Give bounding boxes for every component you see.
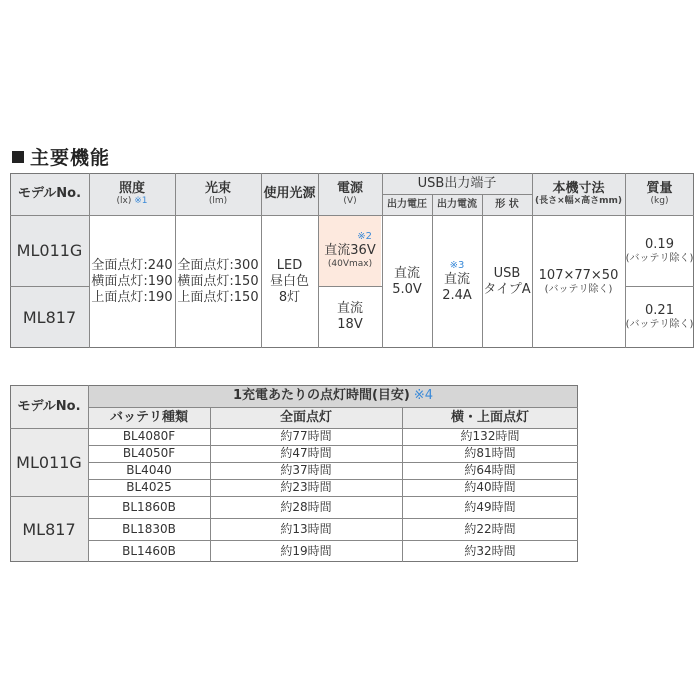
header-source-label: 使用光源: [263, 186, 316, 201]
note-2: ※2: [357, 231, 372, 242]
battery-type: BL1830B: [122, 521, 176, 536]
dimensions-values: [532, 215, 625, 348]
weight-ml011g: [625, 215, 694, 286]
header-weight-unit: (kg): [650, 195, 669, 206]
usb-voltage-values: [382, 215, 432, 348]
model-ml011g: ML011G: [16, 241, 83, 260]
illuminance-top: 上面点灯:190: [91, 289, 173, 305]
note-3: ※3: [449, 259, 465, 271]
full-time: 約13時間: [280, 521, 332, 536]
source-color: 昼白色: [269, 273, 309, 289]
full-time: 約47時間: [280, 446, 332, 460]
battery-type: BL1860B: [122, 499, 176, 514]
table-row: [88, 462, 578, 479]
dimensions-sub: (バッテリ除く): [544, 283, 613, 295]
flux-values: [175, 215, 261, 348]
power-ml817: [318, 286, 382, 348]
side-time: 約32時間: [464, 543, 516, 558]
header-illuminance-unit: (lx): [116, 195, 132, 206]
table-row: [88, 496, 578, 518]
usb-shape-line2: タイプA: [483, 281, 531, 297]
runtime-header-group: [88, 385, 578, 407]
model-cell-ml011g: [10, 215, 89, 286]
usb-current-values: [432, 215, 482, 348]
usb-voltage-line2: 5.0V: [392, 281, 422, 297]
power-ml011g: [318, 215, 382, 286]
weight-ml817: [625, 286, 694, 348]
header-power-unit: (V): [343, 195, 357, 206]
header-usb-shape: [482, 194, 532, 215]
header-illuminance-label: 照度: [118, 180, 145, 196]
full-time: 約19時間: [280, 543, 332, 558]
header-usb-label: USB出力端子: [417, 175, 497, 191]
side-time: 約81時間: [464, 446, 516, 460]
runtime-header-side: [402, 407, 578, 428]
table-row: [88, 428, 578, 445]
header-weight: [625, 173, 694, 215]
square-bullet-icon: [12, 151, 24, 163]
weight-ml817-value: 0.21: [645, 303, 674, 318]
runtime-header-full: [210, 407, 402, 428]
header-source: [261, 173, 318, 215]
runtime-model-ml817: [10, 496, 88, 562]
side-time: 約132時間: [460, 429, 520, 443]
runtime-header-battery-label: バッテリ種類: [109, 409, 188, 425]
header-dimensions: [532, 173, 625, 215]
battery-type: BL4025: [126, 480, 172, 494]
note-4: ※4: [413, 388, 434, 403]
full-time: 約77時間: [280, 429, 332, 443]
illuminance-full: 全面点灯:240: [91, 257, 173, 273]
header-illuminance: [89, 173, 175, 215]
illuminance-side: 横面点灯:190: [91, 273, 173, 289]
runtime-table: [10, 385, 578, 562]
header-flux: [175, 173, 261, 215]
usb-voltage-line1: 直流: [393, 265, 420, 281]
battery-type: BL4080F: [122, 429, 176, 443]
illuminance-values: [89, 215, 175, 348]
usb-shape-line1: USB: [493, 265, 521, 281]
weight-ml817-sub: (バッテリ除く): [625, 319, 694, 330]
runtime-header-side-label: 横・上面点灯: [450, 409, 529, 425]
header-usb: [382, 173, 532, 194]
source-count: 8灯: [278, 289, 301, 305]
runtime-header-model: [10, 385, 88, 428]
table-row: [88, 479, 578, 496]
table-row: [88, 445, 578, 462]
header-dimensions-unit: (長さ×幅×高さmm): [534, 195, 623, 206]
runtime-header-model-label: モデルNo.: [17, 398, 81, 414]
header-usb-current-label: 出力電流: [437, 199, 477, 210]
full-time: 約28時間: [280, 499, 332, 514]
header-dimensions-label: 本機寸法: [552, 180, 605, 196]
header-usb-voltage: [382, 194, 432, 215]
dimensions-value: 107×77×50: [538, 267, 619, 283]
side-time: 約40時間: [464, 480, 516, 494]
runtime-model-ml011g: [10, 428, 88, 496]
note-1: ※1: [134, 195, 148, 206]
header-weight-label: 質量: [646, 180, 673, 196]
header-usb-shape-label: 形 状: [495, 199, 519, 210]
table-row: [88, 540, 578, 562]
power-ml011g-value: 直流36V: [324, 243, 376, 258]
runtime-model-ml817-label: ML817: [22, 519, 76, 539]
usb-current-line2: 2.4A: [442, 287, 472, 303]
table-row: [88, 518, 578, 540]
runtime-model-ml011g-label: ML011G: [16, 452, 82, 472]
source-led: LED: [276, 257, 303, 273]
full-time: 約37時間: [280, 463, 332, 477]
usb-shape-values: [482, 215, 532, 348]
header-model-label: モデルNo.: [17, 186, 82, 201]
weight-ml011g-value: 0.19: [645, 236, 674, 252]
section-title-text: 主要機能: [30, 147, 111, 169]
model-ml817: ML817: [22, 307, 77, 327]
runtime-header-group-label: 1充電あたりの点灯時間(目安): [232, 388, 410, 403]
battery-type: BL1460B: [122, 543, 176, 558]
header-flux-unit: (lm): [208, 195, 228, 206]
runtime-header-battery: [88, 407, 210, 428]
power-ml817-line2: 18V: [337, 317, 363, 332]
side-time: 約64時間: [464, 463, 516, 477]
flux-full: 全面点灯:300: [177, 257, 259, 273]
header-model: [10, 173, 89, 215]
source-values: [261, 215, 318, 348]
header-power: [318, 173, 382, 215]
runtime-header-full-label: 全面点灯: [279, 409, 332, 425]
side-time: 約22時間: [464, 521, 516, 536]
power-ml817-line1: 直流: [336, 301, 363, 316]
header-power-label: 電源: [336, 180, 363, 196]
header-usb-voltage-label: 出力電圧: [387, 199, 427, 210]
power-ml011g-sub: (40Vmax): [327, 259, 373, 269]
section-title: [12, 143, 110, 170]
side-time: 約49時間: [464, 499, 516, 514]
flux-top: 上面点灯:150: [177, 289, 259, 305]
weight-ml011g-sub: (バッテリ除く): [625, 252, 694, 264]
usb-current-line1: 直流: [443, 271, 470, 287]
full-time: 約23時間: [280, 480, 332, 494]
model-cell-ml817: [10, 286, 89, 348]
battery-type: BL4050F: [122, 446, 176, 460]
battery-type: BL4040: [126, 463, 172, 477]
header-flux-label: 光束: [204, 180, 231, 196]
flux-side: 横面点灯:150: [177, 273, 259, 289]
header-usb-current: [432, 194, 482, 215]
spec-table: [10, 173, 694, 348]
